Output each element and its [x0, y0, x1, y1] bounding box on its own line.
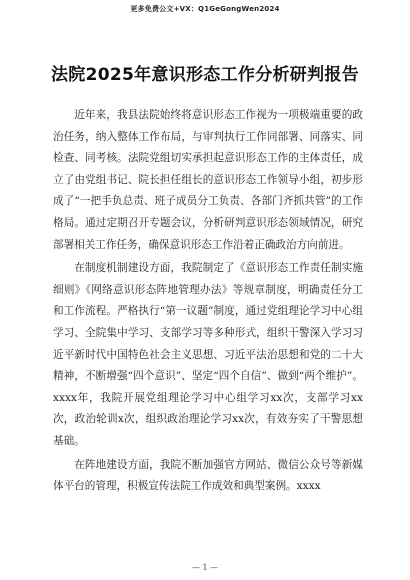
top-banner: 更多免费公文+VX：Q1GeGongWen2024	[130, 5, 280, 13]
page-number: — 1 —	[191, 563, 219, 572]
document-body	[53, 105, 363, 500]
paragraph: 在制度机制建设方面，我院制定了《意识形态工作责任制实施细则》《网络意识形态阵地管理办法》等规章制度，明确责任分工和工作流程。严格执行“第一议题”制度，通过党组理论学习中心组学习、全院集中学习、支部学习等多种形式，组织干警深入学习习近平新时代中国特色社会主义思想、习近平法治思想和党的二十大精神，不断增强“四个意识”、坚定“四个自信”、做到“两个维护”。xxxx年，我院开展党组理论学习中心组学习xx次，支部学习xx次，政治轮训x次，组织政治理论学习xx次，有效夯实了干警思想基础。	[53, 262, 363, 447]
paragraph: 近年来，我县法院始终将意识形态工作视为一项极端重要的政治任务，纳入整体工作布局，与审判执行工作同部署、同落实、同检查、同考核。法院党组切实承担起意识形态工作的主体责任，成立了由党组书记、院长担任组长的意识形态工作领导小组，初步形成了“一把手负总责、班子成员分工负责、各部门齐抓共管”的工作格局。通过定期召开专题会议，分析研判意识形态领域情况，研究部署相关工作任务，确保意识形态工作沿着正确政治方向前进。	[53, 109, 363, 251]
document-title: 法院2025年意识形态工作分析研判报告	[50, 65, 359, 85]
paragraph: 在阵地建设方面，我院不断加强官方网站、微信公众号等新媒体平台的管理，积极宣传法院工作成效和典型案例。xxxx	[53, 458, 363, 493]
